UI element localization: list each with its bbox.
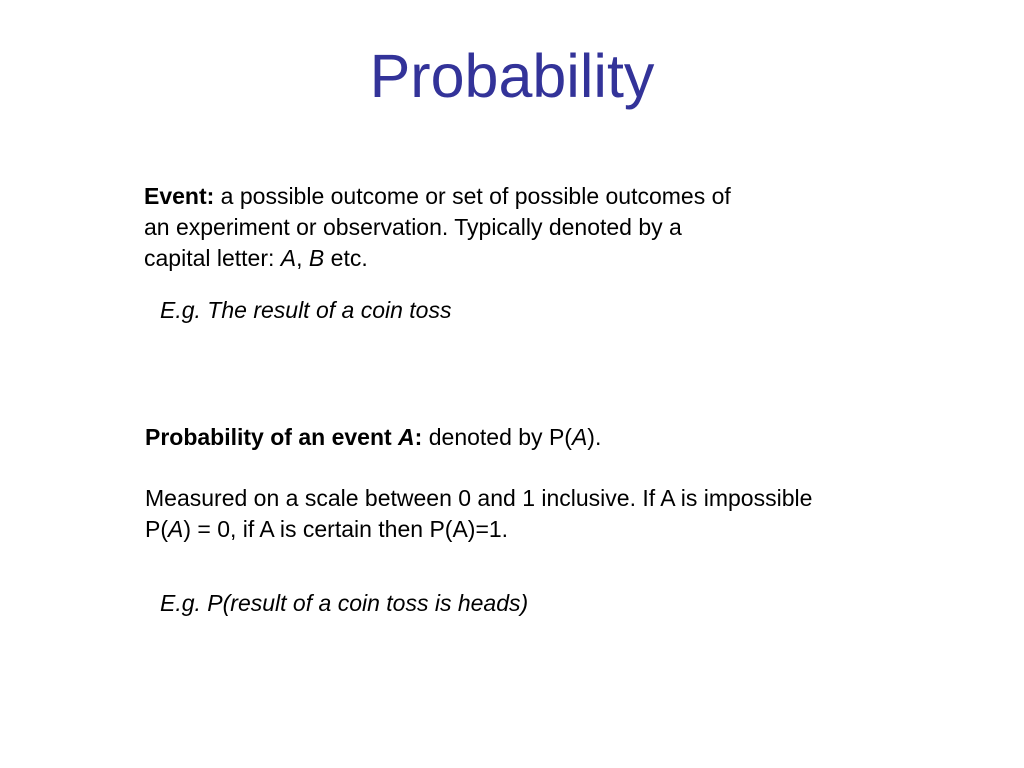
- scale-text: [145, 483, 915, 545]
- event-example: E.g. The result of a coin toss: [160, 297, 452, 323]
- probability-text-prefix: denoted by P(: [422, 424, 572, 450]
- probability-text-variable: A: [571, 424, 588, 450]
- slide-title: Probability: [369, 42, 655, 110]
- event-definition-line-2: an experiment or observation. Typically denoted by a: [144, 214, 682, 240]
- scale-text-line-1: Measured on a scale between 0 and 1 inclusive. If A is impossible: [145, 485, 813, 511]
- probability-definition: [145, 422, 905, 453]
- event-variable-separator: ,: [296, 245, 309, 271]
- event-definition-line-1: a possible outcome or set of possible outcomes of: [214, 183, 731, 209]
- event-variable-b: B: [308, 245, 325, 271]
- scale-text-line-2-suffix: ) = 0, if A is certain then P(A)=1.: [183, 516, 509, 542]
- event-term: Event:: [144, 183, 215, 209]
- probability-term-variable: A: [398, 424, 415, 450]
- event-variable-a: A: [280, 245, 297, 271]
- probability-example: E.g. P(result of a coin toss is heads): [160, 590, 529, 616]
- probability-term-colon: :: [414, 424, 423, 450]
- probability-term-prefix: Probability of an event: [145, 424, 399, 450]
- event-definition-line-3-prefix: capital letter:: [144, 245, 281, 271]
- scale-text-variable: A: [168, 516, 184, 542]
- scale-text-line-2-prefix: P(: [145, 516, 168, 542]
- event-definition-line-3-suffix: etc.: [324, 245, 368, 271]
- probability-text-suffix: ).: [587, 424, 602, 450]
- event-definition: [144, 181, 824, 274]
